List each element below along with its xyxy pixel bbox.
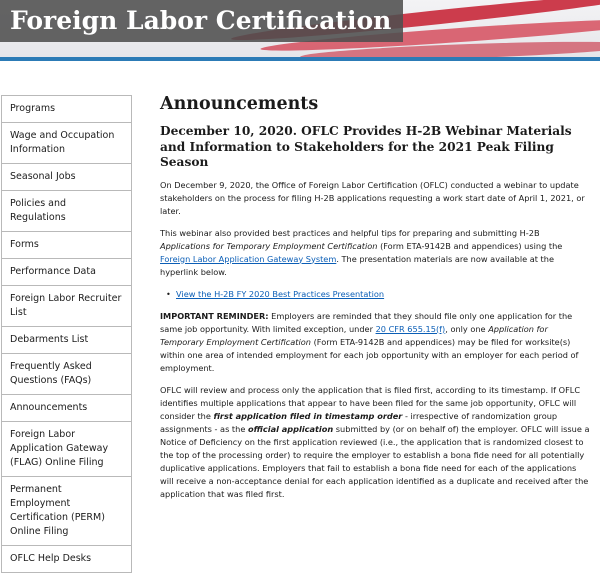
text: (Form ETA-9142B and appendices) using the <box>377 240 563 251</box>
text: OFLC will review and process only the application that is filed first, according to its timestamp. If OFLC identifies multiple applications that appear to have been filed for the same job opportunity, OFLC will consider the <box>160 384 581 421</box>
sidebar-item-performance-data[interactable]: Performance Data <box>2 259 131 286</box>
page-title: Announcements <box>160 94 319 114</box>
text: This webinar also provided best practices and helpful tips for preparing and submitting H-2B <box>160 227 540 238</box>
site-banner <box>0 0 600 57</box>
sidebar-item-announcements[interactable]: Announcements <box>2 395 131 422</box>
sidebar-item-seasonal-jobs[interactable]: Seasonal Jobs <box>2 164 131 191</box>
announcement-heading: December 10, 2020. OFLC Provides H-2B Webinar Materials and Information to Stakeholders for the 2021 Peak Filing Season <box>160 124 572 169</box>
sidebar-item-forms[interactable]: Forms <box>2 232 131 259</box>
emphasis-first-application: first application filed in timestamp order <box>213 410 403 421</box>
text: , only one <box>445 323 489 334</box>
emphasis-official-application: official application <box>247 423 334 434</box>
reminder-label: IMPORTANT REMINDER: <box>160 310 269 321</box>
sidebar-item-programs[interactable]: Programs <box>2 96 131 123</box>
banner-title-box <box>0 0 403 42</box>
main-content <box>160 92 590 510</box>
paragraph-reminder <box>160 310 590 375</box>
text: - irrespective of randomization group assignments - as the <box>160 410 558 434</box>
sidebar-item-help-desks[interactable]: OFLC Help Desks <box>2 546 131 573</box>
link-list <box>160 288 590 301</box>
sidebar-item-recruiter-list[interactable]: Foreign Labor Recruiter List <box>2 286 131 327</box>
form-title-italic: Application for Temporary Employment Certification <box>160 323 548 347</box>
text: (Form ETA-9142B and appendices) may be filed for worksite(s) within one area of intended employment for each job opportunity with an employer for each period of employment. <box>160 336 579 373</box>
sidebar-item-debarments[interactable]: Debarments List <box>2 327 131 354</box>
paragraph-webinar: On December 9, 2020, the Office of Foreign Labor Certification (OFLC) conducted a webinar to update stakeholders on the process for filing H-2B applications requesting a work start date of April 1, 2021, or later. <box>160 179 585 216</box>
cfr-link[interactable]: 20 CFR 655.15(f) <box>375 323 446 334</box>
form-title-italic: Applications for Temporary Employment Certification <box>160 240 378 251</box>
paragraph-best-practices <box>160 227 590 279</box>
text: . The presentation materials are now available at the hyperlink below. <box>160 253 554 277</box>
sidebar-item-faqs[interactable]: Frequently Asked Questions (FAQs) <box>2 354 131 395</box>
banner-accent-line <box>0 57 600 61</box>
sidebar-item-wage-and-occupation[interactable]: Wage and Occupation Information <box>2 123 131 164</box>
banner-title: Foreign Labor Certification <box>10 6 392 35</box>
flag-system-link[interactable]: Foreign Labor Application Gateway System <box>160 253 337 264</box>
list-item <box>176 288 590 301</box>
sidebar-item-policies[interactable]: Policies and Regulations <box>2 191 131 232</box>
text: Employers are reminded that they should file only one application for the same job opportunity. With limited exception, under <box>160 310 573 334</box>
sidebar-nav <box>1 95 132 573</box>
presentation-link[interactable]: View the H-2B FY 2020 Best Practices Presentation <box>176 288 385 299</box>
paragraph-processing <box>160 384 590 501</box>
sidebar-item-perm[interactable]: Permanent Employment Certification (PERM) Online Filing <box>2 477 131 546</box>
text: submitted by (or on behalf of) the employer. OFLC will issue a Notice of Deficiency on the first application reviewed (i.e., the application that is randomized closest to the top of the processing order) to require the employer to establish a bona fide need for all potentially duplicative applications. Employers that fail to establish a bona fide need for each of the applications will receive a non-acceptance denial for each application identified as a duplicate and received after the application that was filed first. <box>160 423 590 499</box>
sidebar-item-flag[interactable]: Foreign Labor Application Gateway (FLAG) Online Filing <box>2 422 131 477</box>
